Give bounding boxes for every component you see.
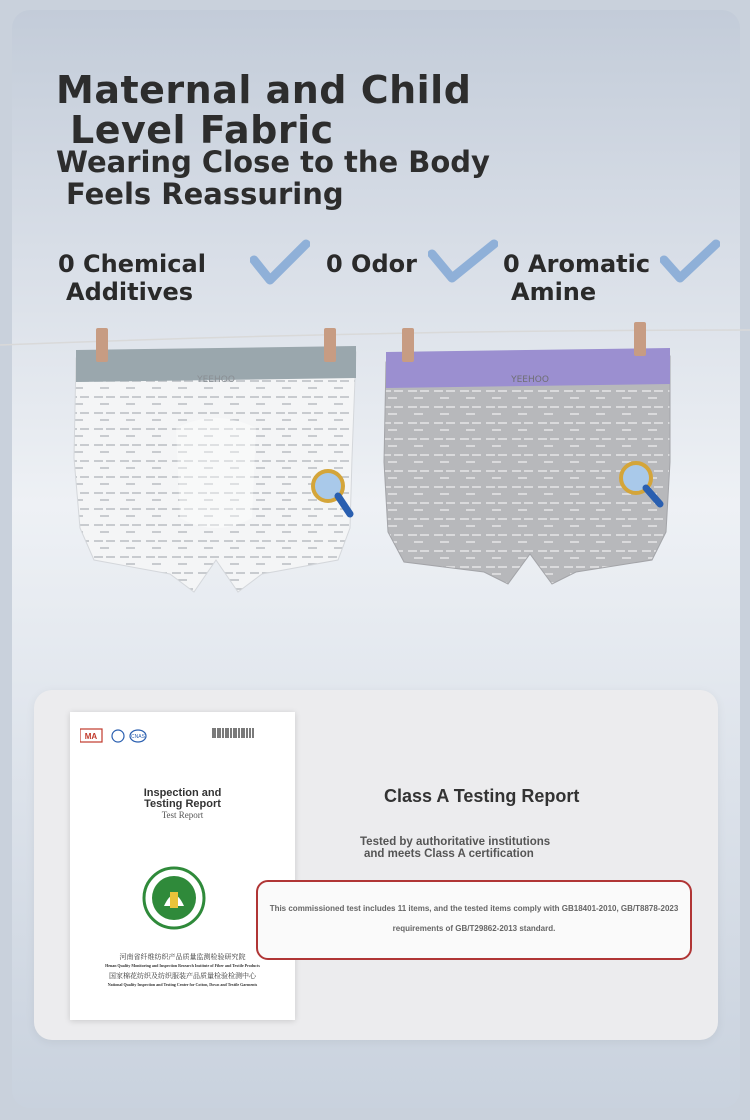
doc-title-line-2: Testing Report bbox=[144, 798, 221, 810]
check-icon bbox=[428, 238, 498, 286]
doc-org-cn-1: 河南省纤维纺织产品质量监测检验研究院 bbox=[119, 953, 246, 961]
brand-label: YEEHOO bbox=[511, 375, 549, 385]
claim-line-1: 0 Odor bbox=[326, 250, 417, 278]
claim-line-2: Amine bbox=[511, 278, 597, 306]
report-title: Class A Testing Report bbox=[384, 786, 580, 806]
product-grey-boxer bbox=[380, 322, 680, 594]
doc-org-en-2: National Quality Inspection and Testing Center for Cotton, Down and Textile Garments bbox=[107, 982, 258, 987]
claim-line-1: 0 Chemical bbox=[58, 250, 206, 278]
doc-org-en-1: Henan Quality Monitoring and Inspection Research Institute of Fiber and Textile Products bbox=[105, 963, 260, 968]
report-description-line-1: Tested by authoritative institutions bbox=[360, 836, 551, 848]
check-icon bbox=[250, 238, 310, 286]
check-icon bbox=[660, 238, 720, 286]
doc-title-line-1: Inspection and bbox=[143, 787, 222, 799]
subheadline-line-1: Wearing Close to the Body bbox=[56, 145, 490, 179]
claim-line-2: Additives bbox=[66, 278, 194, 306]
test-note-line-1: This commissioned test includes 11 items, and the tested items comply with GB18401-2010, GB/T8878-2023 bbox=[269, 904, 679, 913]
subheadline-line-2: Feels Reassuring bbox=[66, 177, 344, 211]
product-white-boxer bbox=[66, 328, 366, 600]
inspection-report-document bbox=[70, 712, 295, 1020]
brand-label: YEEHOO bbox=[197, 375, 235, 385]
headline bbox=[56, 70, 471, 150]
headline-line-1: Maternal and Child bbox=[56, 68, 472, 112]
subheadline bbox=[56, 146, 490, 210]
barcode bbox=[212, 728, 256, 742]
report-description bbox=[360, 836, 550, 860]
svg-text:CNAS: CNAS bbox=[131, 734, 145, 740]
claim-odor bbox=[326, 250, 417, 278]
doc-org-cn-2: 国家棉花纺织及纺织服装产品质量检验检测中心 bbox=[109, 972, 256, 980]
certification-logos bbox=[80, 728, 160, 744]
test-note-line-2: requirements of GB/T29862-2013 standard. bbox=[392, 924, 556, 933]
claim-chemical-additives bbox=[58, 250, 206, 306]
svg-text:MA: MA bbox=[84, 732, 98, 741]
clothespin bbox=[634, 322, 646, 356]
claim-aromatic-amine bbox=[503, 250, 650, 306]
clothespin bbox=[324, 328, 336, 362]
report-description-line-2: and meets Class A certification bbox=[364, 848, 534, 860]
claim-line-1: 0 Aromatic bbox=[503, 250, 651, 278]
clothespin bbox=[96, 328, 108, 362]
green-seal-icon bbox=[142, 866, 206, 930]
doc-title bbox=[70, 788, 295, 810]
doc-subtitle: Test Report bbox=[161, 810, 204, 820]
headline-line-2: Level Fabric bbox=[70, 108, 334, 152]
clothespin bbox=[402, 328, 414, 362]
test-note-box bbox=[256, 880, 692, 960]
